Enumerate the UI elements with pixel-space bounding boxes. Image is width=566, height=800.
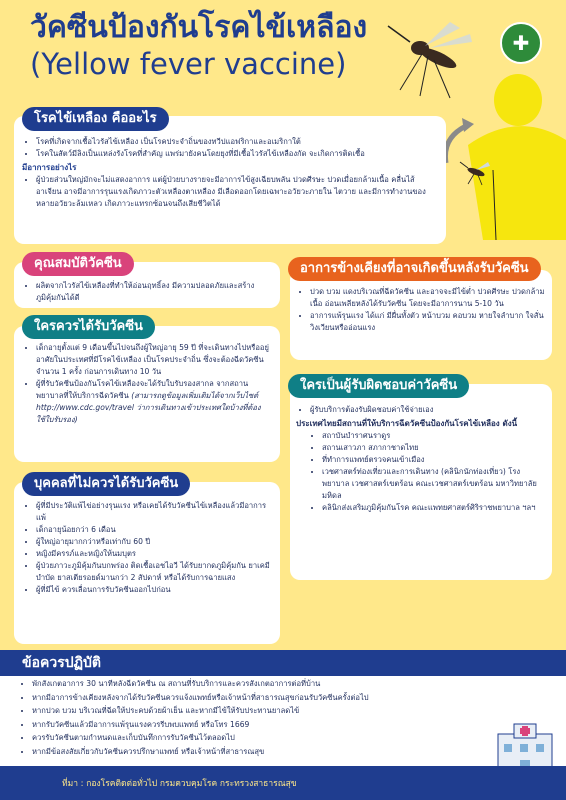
section-what-heading: โรคไข้เหลือง คืออะไร [22,107,169,131]
section-side-heading: อาการข้างเคียงที่อาจเกิดขึ้นหลังรับวัคซีน [288,257,541,281]
list-item: • โรคที่เกิดจากเชื้อไวรัสไข้เหลือง เป็นโรคประจำถิ่นของทวีปแอฟริกาและอเมริกาใต้ [36,136,440,148]
list-item: • หากรับวัคซีนแล้วมีอาการแพ้รุนแรงควรรีบพบแพทย์ หรือโทร 1669 [32,718,488,732]
list-item: • หากปวด บวม บริเวณที่ฉีดให้ประคบด้วยผ้าเย็น และหากมีไข้ให้รับประทานยาลดไข้ [32,704,488,718]
list-item: • หญิงมีครรภ์และหญิงให้นมบุตร [36,548,274,560]
list-item: • เด็กอายุตั้งแต่ 9 เดือนขึ้นไปจนถึงผู้ใหญ่อายุ 59 ปี ที่จะเดินทางไปหรืออยู่อาศัยในประเทศที่มีโรคไข้เหลือง เป็นโรคประจำถิ่น ซึ่งจะต้องฉีดวัคซีนจำนวน 1 ครั้ง ก่อนการเดินทาง 10 วัน [36,342,274,378]
page-subtitle: (Yellow fever vaccine) [30,47,347,81]
section-who-heading: ใครควรได้รับวัคซีน [22,315,155,339]
list-item: • ผู้รับบริการต้องรับผิดชอบค่าใช้จ่ายเอง [310,404,546,416]
list-item: • ผลิตจากไวรัสไข้เหลืองที่ทำให้อ่อนฤทธิ์ลง มีความปลอดภัยและสร้างภูมิคุ้มกันได้ดี [36,280,272,304]
section-pay-body [296,404,546,514]
section-side-body [296,286,546,334]
section-not-body [22,500,274,596]
list-item [36,378,274,426]
list-item: • ผู้ป่วยส่วนใหญ่มักจะไม่แสดงอาการ แต่ผู้ป่วยบางรายจะมีอาการไข้สูงเฉียบพลัน ปวดศีรษะ ปวดเมื่อยกล้ามเนื้อ คลื่นไส้อาเจียน อาจมีอาการรุนแรงเกิดภาวะตัวเหลืองตาเหลือง มีเลือดออกโดยเฉพาะอวัยวะภายใน ไตวาย และมีการทำงานของหลายอวัยวะล้มเหลว เกิดภาวะแทรกซ้อนจนถึงเสียชีวิตได้ [36,174,440,210]
list-item-text: ผู้ที่รับวัคซีนป้องกันโรคไข้เหลืองจะได้รับใบรับรองสากล จากสถานพยาบาลที่ให้บริการฉีดวัคซีน [36,379,249,400]
symptom-subtitle: มีอาการอย่างไร [22,163,77,172]
list-item: • หากมีข้อสงสัยเกี่ยวกับวัคซีนควรปรึกษาแพทย์ หรือเจ้าหน้าที่สาธารณสุข [32,745,488,759]
list-item: • หากมีอาการข้างเคียงหลังจากได้รับวัคซีนควรแจ้งแพทย์หรือเจ้าหน้าที่สาธารณสุขก่อนรับวัคซีนครั้งต่อไป [32,691,488,705]
list-item: • ผู้ที่มีไข้ ควรเลื่อนการรับวัคซีนออกไปก่อน [36,584,274,596]
mosquito-small-icon [458,158,494,186]
section-not-heading: บุคคลที่ไม่ควรได้รับวัคซีน [22,472,190,496]
section-what-body [22,136,440,210]
list-item: • อาการแพ้รุนแรง ได้แก่ มีผื่นทั้งตัว หน้าบวม คอบวม หายใจลำบาก ใจสั่น วิงเวียนหรืออ่อนแรง [310,310,546,334]
places-title: ประเทศไทยมีสถานที่ให้บริการฉีดวัคซีนป้องกันโรคไข้เหลือง ดังนี้ [296,419,518,428]
section-practice-body [18,677,488,758]
cdc-note: (สามารถดูข้อมูลเพิ่มเติมได้จากเว็บไซต์ http://www.cdc.gov/travel ว่าการเดินทางเข้าประเทศใดบ้างที่ต้องใช้ใบรับรอง) [36,391,261,424]
section-props-body [22,280,272,304]
section-practice-heading: ข้อควรปฏิบัติ [22,655,101,671]
list-item: • คลินิกส่งเสริมภูมิคุ้มกันโรค คณะแพทยศาสตร์ศิริราชพยาบาล ฯลฯ [322,502,546,514]
list-item: • เวชศาสตร์ท่องเที่ยวและการเดินทาง (คลินิกนักท่องเที่ยว) โรงพยาบาล เวชศาสตร์เขตร้อน คณะเวชศาสตร์เขตร้อน มหาวิทยาลัยมหิดล [322,466,546,502]
ministry-logo-icon: ✚ [500,22,542,64]
section-who-body [22,342,274,426]
list-item: • สถาบันบำราศนราดูร [322,430,546,442]
list-item: • ผู้ใหญ่อายุมากกว่าหรือเท่ากับ 60 ปี [36,536,274,548]
list-item: • ปวด บวม แดงบริเวณที่ฉีดวัคซีน และอาจจะมีไข้ต่ำ ปวดศีรษะ ปวดกล้ามเนื้อ อ่อนเพลียหลังได้รับวัคซีน โดยจะมีอาการนาน 5-10 วัน [310,286,546,310]
list-item: • เด็กอายุน้อยกว่า 6 เดือน [36,524,274,536]
list-item: • ผู้ป่วยภาวะภูมิคุ้มกันบกพร่อง ติดเชื้อเอชไอวี ได้รับยากดภูมิคุ้มกัน ยาเคมีบำบัด ยาสเตียรอยด์มานกว่า 2 สัปดาห์ หรือได้รับการฉายแสง [36,560,274,584]
list-item: • สถานเสาวภา สภากาชาดไทย [322,442,546,454]
footer-source: ที่มา : กองโรคติดต่อทั่วไป กรมควบคุมโรค กระทรวงสาธารณสุข [62,779,297,789]
page-title: วัคซีนป้องกันโรคไข้เหลือง [30,10,368,45]
list-item: • โรคในสัตว์มีลิงเป็นแหล่งรังโรคที่สำคัญ แพร่มายังคนโดยยุงที่มีเชื้อไวรัสไข้เหลืองกัด จะเกิดการติดเชื้อ [36,148,440,160]
list-item: • ผู้ที่มีประวัติแพ้ไข่อย่างรุนแรง หรือเคยได้รับวัคซีนไข้เหลืองแล้วมีอาการแพ้ [36,500,274,524]
list-item: • ที่ทำการแพทย์ตรวจคนเข้าเมือง [322,454,546,466]
list-item: • พักสังเกตอาการ 30 นาทีหลังฉีดวัคซีน ณ สถานที่รับบริการและควรสังเกตอาการต่อที่บ้าน [32,677,488,691]
section-props-heading: คุณสมบัติวัคซีน [22,252,134,276]
list-item: • ควรรับวัคซีนตามกำหนดและเก็บบันทึกการรับวัคซีนไว้ตลอดไป [32,731,488,745]
section-pay-heading: ใครเป็นผู้รับผิดชอบค่าวัคซีน [288,374,469,398]
